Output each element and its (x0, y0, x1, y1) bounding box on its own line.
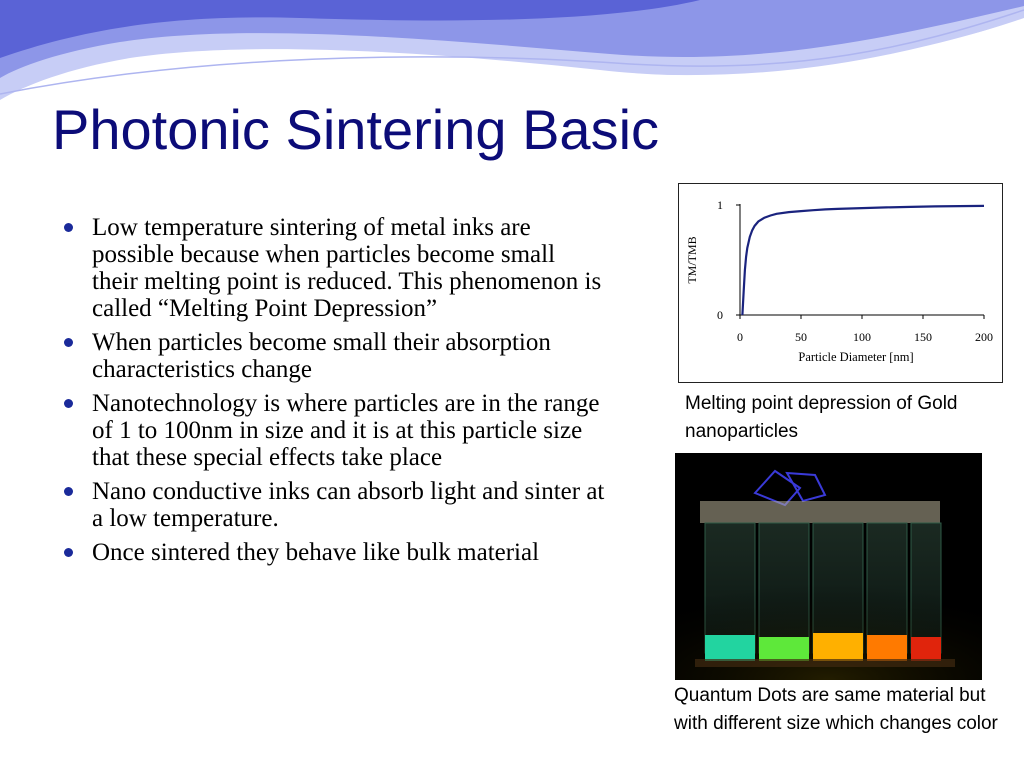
bullet-dot-icon (64, 223, 73, 232)
x-tick-label: 100 (853, 330, 871, 344)
slide-title: Photonic Sintering Basic (52, 98, 660, 161)
bullet-item (62, 329, 607, 383)
bullet-text: Once sintered they behave like bulk material (92, 539, 540, 566)
x-tick-label: 50 (795, 330, 807, 344)
y-tick-label: 1 (717, 198, 723, 212)
bullet-text: Nano conductive inks can absorb light and sinter at a low temperature. (92, 478, 605, 532)
bullet-item (62, 214, 607, 322)
x-tick-label: 150 (914, 330, 932, 344)
y-axis-label: TM/TMB (685, 236, 699, 284)
x-tick-label: 0 (737, 330, 743, 344)
bullet-dot-icon (64, 399, 73, 408)
quantum-dots-photo (675, 453, 982, 680)
x-axis-label: Particle Diameter [nm] (798, 350, 914, 364)
bullet-dot-icon (64, 338, 73, 347)
bullet-item (62, 478, 607, 532)
bullet-text: Nanotechnology is where particles are in the range of 1 to 100nm in size and it is at this particle size that these special effects take place (92, 390, 600, 471)
photo-caption: Quantum Dots are same material but with different size which changes color (674, 685, 998, 734)
bullet-dot-icon (64, 548, 73, 557)
series-line (742, 206, 984, 315)
melting-point-chart (678, 183, 1003, 383)
bullet-dot-icon (64, 487, 73, 496)
bullet-text: When particles become small their absorption characteristics change (92, 329, 551, 383)
bullet-list (62, 214, 607, 573)
chart-caption: Melting point depression of Gold nanoparticles (685, 393, 958, 442)
bullet-item (62, 539, 607, 566)
x-tick-label: 200 (975, 330, 993, 344)
bullet-text: Low temperature sintering of metal inks are possible because when particles become small their melting point is reduced. This phenomenon is called “Melting Point Depression” (92, 214, 602, 322)
y-tick-label: 0 (717, 308, 723, 322)
chart-canvas (679, 184, 1002, 382)
bullet-item (62, 390, 607, 471)
